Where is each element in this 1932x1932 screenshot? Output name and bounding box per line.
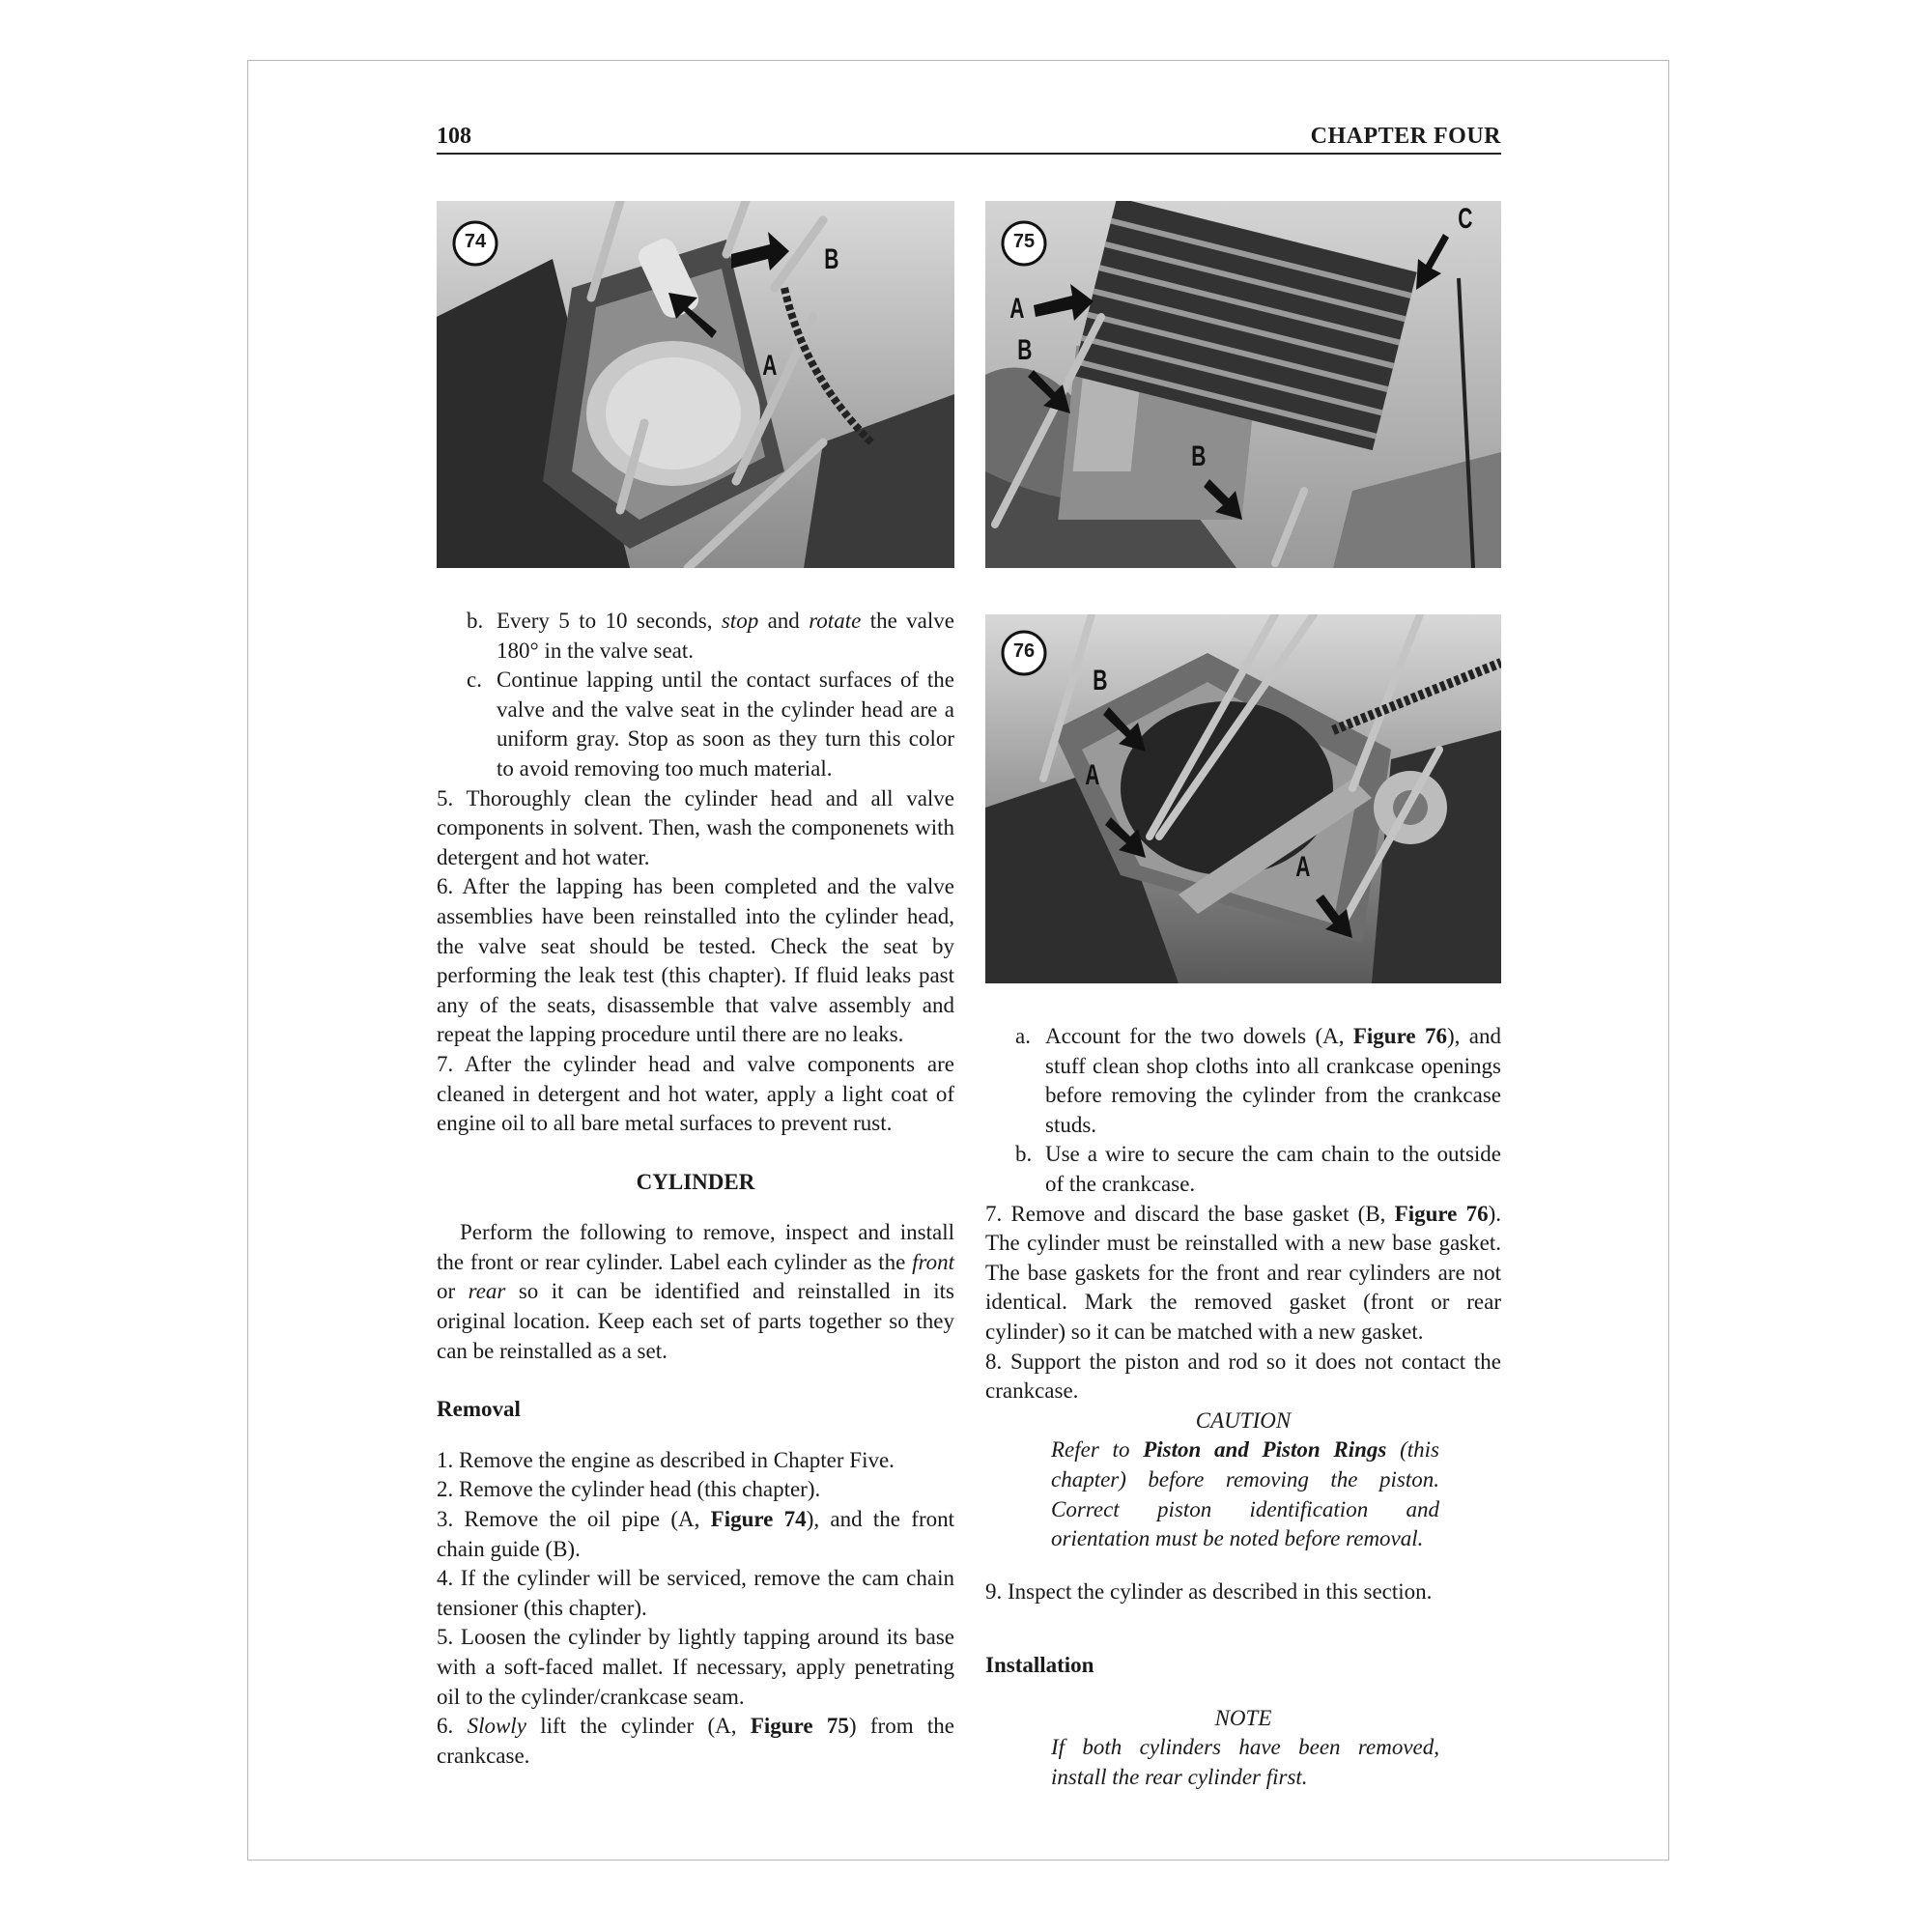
figure-75-number: 75: [1012, 231, 1036, 252]
figure-74-callout-b: B: [824, 243, 839, 275]
page-number: 108: [437, 124, 471, 149]
substep-b-wire-label: b.: [1015, 1142, 1033, 1167]
step-6: 6. After the lapping has been completed and the valve assemblies have been reinstalled into the cylinder head, the valve seat should be tested. Check the seat by performing the leak test (this chapter). If fluid leaks past any of the seats, disassemble that valve assembly and repeat the lapping procedure until there are no leaks.: [437, 874, 954, 1047]
left-column: [437, 607, 954, 1771]
removal-step-9: 9. Inspect the cylinder as described in this section.: [985, 1578, 1433, 1604]
chapter-title: CHAPTER FOUR: [1310, 124, 1501, 149]
removal-step-4: 4. If the cylinder will be serviced, remove the cam chain tensioner (this chapter).: [437, 1566, 954, 1620]
note-text: If both cylinders have been removed, install the rear cylinder first.: [1051, 1735, 1439, 1790]
caution-text: Refer to Piston and Piston Rings (this chapter) before removing the piston. Correct piston identification and orientation must be noted before removal.: [1051, 1437, 1439, 1551]
removal-step-2: 2. Remove the cylinder head (this chapter).: [437, 1477, 821, 1502]
removal-step-7: 7. Remove and discard the base gasket (B, Figure 76). The cylinder must be reinstalled with a new base gasket. The base gaskets for the front and rear cylinders are not identical. Mark the removed gasket (front or rear cylinder) so it can be matched with a new gasket.: [985, 1201, 1501, 1344]
figure-76-reference-2: Figure 76: [1394, 1201, 1489, 1226]
installation-heading: Installation: [985, 1653, 1094, 1678]
figure-75-callout-b-upper: B: [1017, 334, 1033, 366]
figure-74-photo: [437, 201, 954, 568]
right-column: [985, 1022, 1501, 1793]
figure-74-reference: Figure 74: [710, 1507, 807, 1532]
cylinder-intro: Perform the following to remove, inspect and install the front or rear cylinder. Label each cylinder as the front or rear so it can be identified and reinstalled in its original location. Keep each set of parts together so they can be reinstalled as a set.: [437, 1220, 954, 1363]
figure-75-reference: Figure 75: [750, 1714, 849, 1739]
removal-step-1: 1. Remove the engine as described in Chapter Five.: [437, 1447, 895, 1472]
removal-step-8: 8. Support the piston and rod so it does not contact the crankcase.: [985, 1349, 1501, 1404]
figure-76-reference: Figure 76: [1352, 1024, 1447, 1048]
figure-74-number: 74: [464, 231, 487, 252]
figure-76-number: 76: [1012, 640, 1036, 662]
page-header: [437, 120, 1501, 156]
figure-76-callout-a-right: A: [1295, 851, 1311, 883]
substep-a-label: a.: [1015, 1024, 1031, 1048]
substep-b: b. Every 5 to 10 seconds, stop and rotate the valve 180° in the valve seat.: [467, 609, 954, 663]
step-7: 7. After the cylinder head and valve components are cleaned in detergent and hot water, apply a light coat of engine oil to all bare metal surfaces to prevent rust.: [437, 1051, 954, 1136]
caution-title: CAUTION: [1195, 1407, 1292, 1433]
figure-74-callout-a: A: [762, 350, 778, 382]
figure-76-callout-b: B: [1093, 665, 1108, 696]
figure-75-callout-a: A: [1009, 293, 1025, 325]
removal-step-3: 3. Remove the oil pipe (A, Figure 74), and the front chain guide (B).: [437, 1507, 954, 1561]
substep-c: c. Continue lapping until the contact surfaces of the valve and the valve seat in the cylinder head are a uniform gray. Stop as soon as they turn this color to avoid removing too much material.: [467, 668, 954, 781]
removal-heading: Removal: [437, 1397, 521, 1422]
figure-75-callout-b-lower: B: [1191, 440, 1207, 472]
substep-b-wire: b. Use a wire to secure the cam chain to the outside of the crankcase.: [1015, 1142, 1501, 1196]
figure-76-callout-a-left: A: [1085, 759, 1100, 791]
figure-75-photo: [985, 201, 1501, 568]
substep-a: a. Account for the two dowels (A, Figure 76), and stuff clean shop cloths into all crankcase openings before removing the cylinder from the crankcase studs.: [1015, 1024, 1501, 1137]
removal-step-6: 6. Slowly lift the cylinder (A, Figure 75) from the crankcase.: [437, 1714, 955, 1768]
note-title: NOTE: [1214, 1705, 1272, 1730]
header-rule: [437, 153, 1501, 155]
figure-75-callout-c: C: [1458, 203, 1473, 235]
figure-76-photo: [985, 614, 1501, 983]
removal-step-5: 5. Loosen the cylinder by lightly tapping around its base with a soft-faced mallet. If necessary, apply penetrating oil to the cylinder/crankcase seam.: [437, 1625, 954, 1709]
substep-c-label: c.: [467, 668, 482, 693]
substep-b-label: b.: [467, 609, 484, 633]
step-5: 5. Thoroughly clean the cylinder head and all valve components in solvent. Then, wash the componenets with detergent and hot water.: [437, 785, 954, 869]
section-title-cylinder: CYLINDER: [636, 1169, 755, 1194]
